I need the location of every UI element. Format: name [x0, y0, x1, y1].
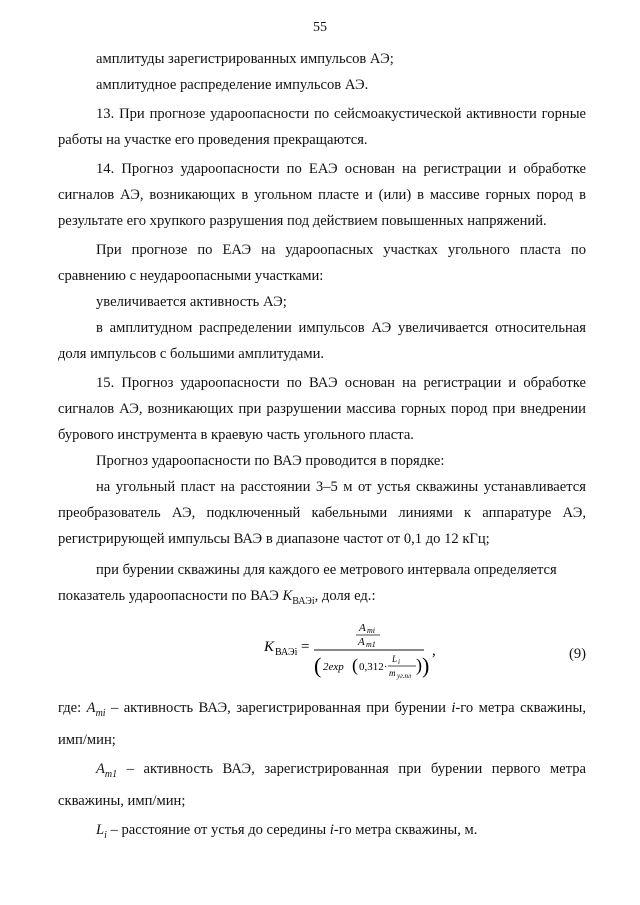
svg-text:ВАЭi: ВАЭi [275, 646, 298, 658]
paragraph-activity: увеличивается активность АЭ; [96, 294, 287, 310]
definition-am1: $A_{m1}$ – активность ВАЭ, зарегистрированная при бурении первого метра скважины, имп/мин; [58, 760, 586, 809]
svg-text:): ) [416, 654, 422, 675]
formula-9 [264, 623, 454, 693]
paragraph-15: 15. Прогноз удароопасности по ВАЭ основан на регистрации и обработке сигналов АЭ, возникающих при разрушении массива горных пород при внедрении бурового инструмента в краевую часть угольного пласта. [58, 375, 586, 443]
paragraph-14: 14. Прогноз удароопасности по ЕАЭ основан на регистрации и обработке сигналов АЭ, возникающих в угольном пласте и (или) в массиве горных пород в результате его хрупкого разрушения под действием повышенных напряжений. [58, 161, 586, 229]
svg-text:уг.пл: уг.пл [397, 671, 412, 680]
formula-block [58, 619, 586, 693]
svg-text:mi: mi [367, 625, 375, 635]
svg-text:(: ( [352, 654, 358, 675]
paragraph-eae-intro: При прогнозе по ЕАЭ на удароопасных участках угольного пласта по сравнению с неудароопасными участками: [58, 242, 586, 284]
paragraph-2: амплитудное распределение импульсов АЭ. [96, 77, 369, 93]
svg-text:К: К [264, 638, 274, 655]
k-symbol: К [282, 588, 293, 604]
svg-text:A: A [358, 635, 365, 648]
paragraph-transducer: на угольный пласт на расстоянии 3–5 м от устья скважины устанавливается преобразователь АЭ, подключенный кабельными линиями к аппаратуре АЭ, регистрирующей импульсы ВАЭ в диапазоне частот от 0,1 до 12 кГц; [58, 479, 586, 547]
equation-number: (9) [568, 645, 586, 662]
svg-text:,: , [432, 642, 436, 659]
definition-li: $L_i$ – расстояние от устья до середины i-го метра скважины, м. [96, 821, 478, 841]
svg-text:): ) [422, 652, 430, 678]
paragraph-1: амплитуды зарегистрированных импульсов АЭ; [96, 51, 394, 67]
definition-ami: где: $A_{mi}$ – активность ВАЭ, зарегистрированная при бурении i-го метра скважины, имп/мин; [58, 699, 586, 748]
svg-text:0,312·: 0,312· [359, 660, 388, 673]
svg-text:i: i [398, 657, 400, 666]
svg-text:2exp: 2exp [323, 660, 344, 673]
paragraph-amplitude: в амплитудном распределении импульсов АЭ увеличивается относительная доля импульсов с большими амплитудами. [58, 320, 586, 362]
svg-text:m: m [389, 667, 396, 678]
paragraph-order: Прогноз удароопасности по ВАЭ проводится в порядке: [96, 453, 445, 469]
svg-text:A: A [359, 622, 366, 634]
document-body [58, 46, 586, 849]
svg-text:(: ( [314, 652, 322, 678]
paragraph-drilling: при бурении скважины для каждого ее метрового интервала определяется [96, 562, 557, 578]
paragraph-13: 13. При прогнозе удароопасности по сейсмоакустической активности горные работы на участке его проведения прекращаются. [58, 106, 586, 148]
svg-text:L: L [392, 653, 398, 664]
page-number: 55 [313, 20, 327, 35]
svg-text:m1: m1 [366, 639, 376, 649]
svg-text:=: = [301, 638, 310, 655]
paragraph-k-index: показатель удароопасности по ВАЭ $К_{ВАЭi}$, доля ед.: [58, 588, 376, 607]
